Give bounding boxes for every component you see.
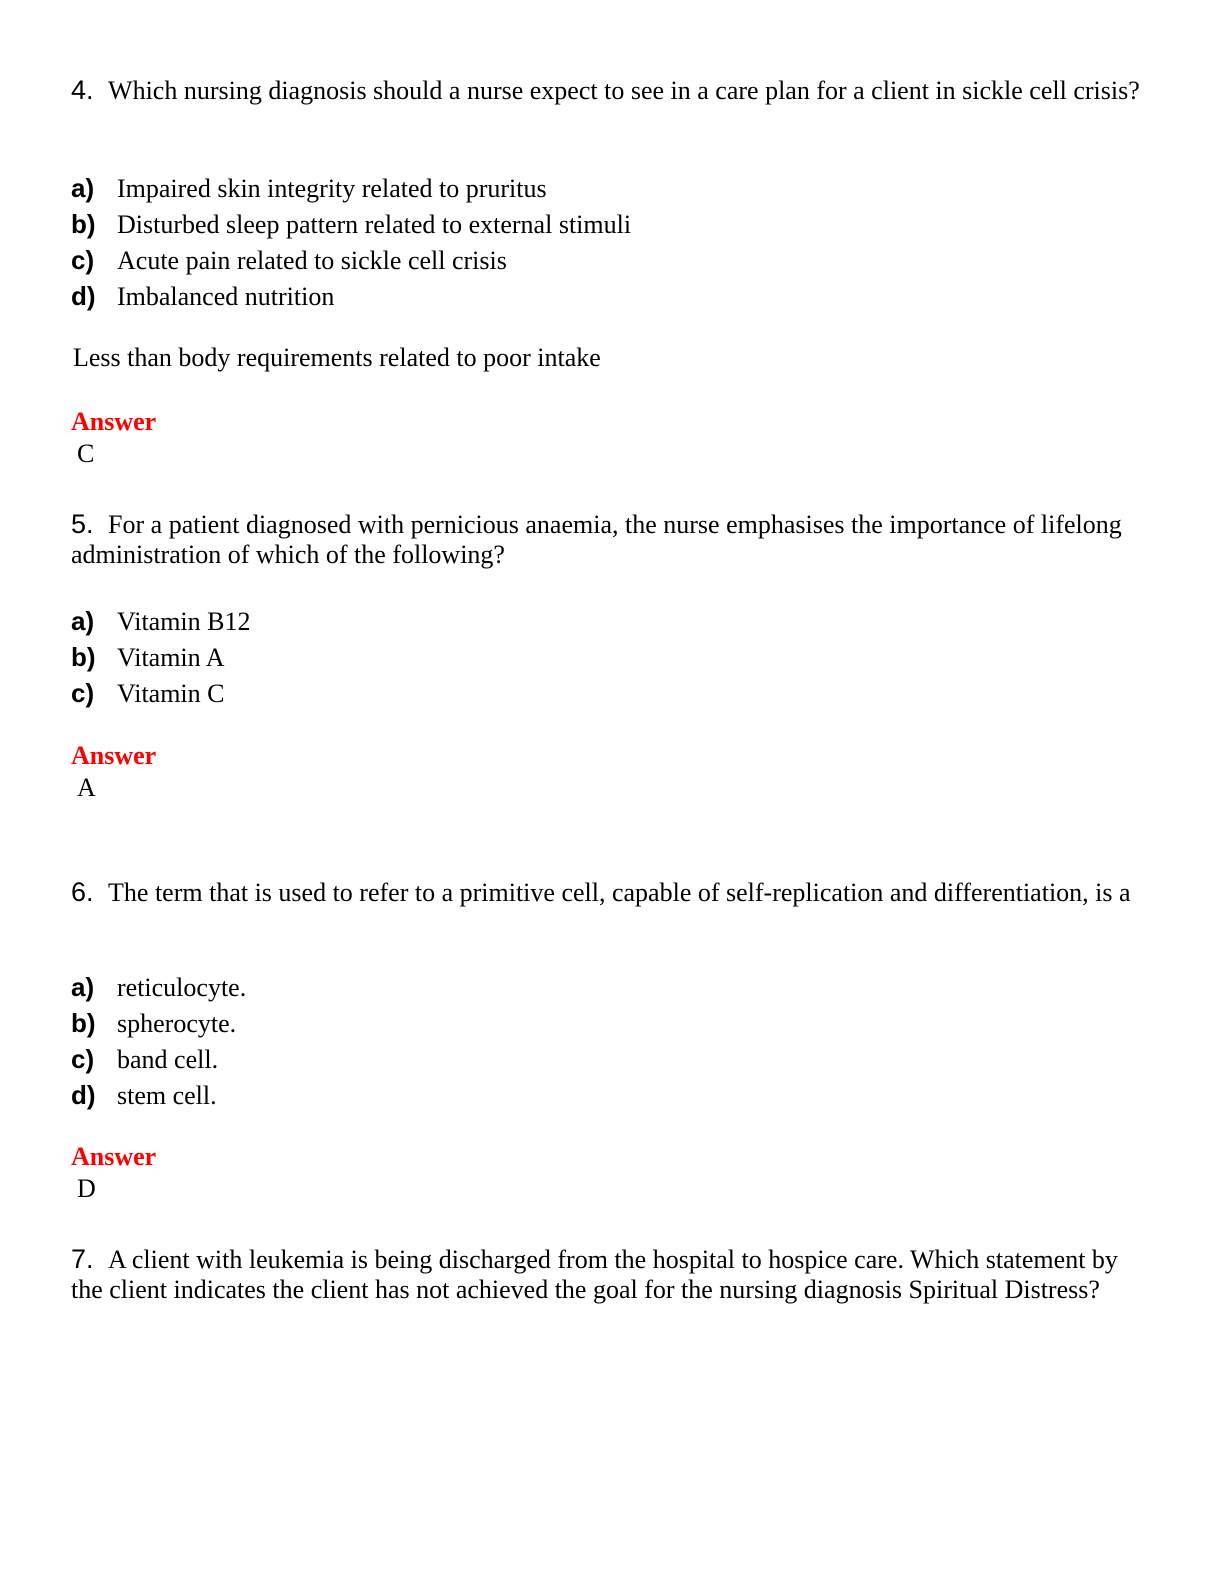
option-letter: b) (71, 1008, 96, 1038)
answer-6 (71, 1142, 1151, 1204)
question-7 (71, 1244, 1151, 1305)
question-number: 6. (71, 877, 94, 907)
option-text: Vitamin A (117, 643, 225, 672)
option-text: Impaired skin integrity related to pruritus (117, 174, 547, 203)
question-text: For a patient diagnosed with pernicious anaemia, the nurse emphasises the importance of lifelong administration of which of the following? (71, 510, 1122, 569)
option-letter: a) (71, 606, 95, 636)
answer-value: A (77, 773, 96, 802)
option-letter: a) (71, 173, 95, 203)
option-letter: c) (71, 678, 95, 708)
question-5 (71, 509, 1151, 570)
option-b (71, 1005, 1151, 1041)
option-b (71, 206, 1151, 242)
question-7-stem (71, 1244, 1151, 1305)
option-text: Acute pain related to sickle cell crisis (117, 246, 507, 275)
answer-label: Answer (71, 741, 157, 770)
question-text: A client with leukemia is being discharged from the hospital to hospice care. Which statement by the client indicates the client has not achieved the goal for the nursing diagnosis Spiritual Distress? (71, 1245, 1118, 1304)
option-a (71, 603, 1151, 639)
question-4-stem (71, 75, 1151, 106)
option-b (71, 639, 1151, 675)
option-c (71, 675, 1151, 711)
question-text: Which nursing diagnosis should a nurse expect to see in a care plan for a client in sickle cell crisis? (108, 76, 1140, 105)
option-text: Disturbed sleep pattern related to external stimuli (117, 210, 632, 239)
question-number: 5. (71, 509, 94, 539)
option-text: spherocyte. (117, 1009, 237, 1038)
question-6-options (71, 969, 1151, 1113)
option-d (71, 1077, 1151, 1113)
question-6-stem (71, 877, 1151, 908)
question-text: The term that is used to refer to a primitive cell, capable of self-replication and differentiation, is a (108, 878, 1131, 907)
option-letter: d) (71, 281, 96, 311)
question-5-stem (71, 509, 1151, 570)
answer-label: Answer (71, 407, 157, 436)
option-letter: c) (71, 1044, 95, 1074)
question-number: 7. (71, 1244, 94, 1274)
answer-value: C (77, 439, 95, 468)
option-c (71, 1041, 1151, 1077)
question-6 (71, 877, 1151, 908)
option-letter: c) (71, 245, 95, 275)
question-number: 4. (71, 75, 94, 105)
option-a (71, 170, 1151, 206)
question-5-options (71, 603, 1151, 711)
option-text: Imbalanced nutrition (117, 282, 335, 311)
question-4-options (71, 170, 1151, 314)
option-text: reticulocyte. (117, 973, 247, 1002)
option-continuation: Less than body requirements related to poor intake (73, 343, 601, 372)
option-letter: a) (71, 972, 95, 1002)
answer-label: Answer (71, 1142, 157, 1171)
option-letter: b) (71, 209, 96, 239)
answer-4 (71, 407, 1151, 469)
option-text: stem cell. (117, 1081, 217, 1110)
option-letter: d) (71, 1080, 96, 1110)
question-4 (71, 75, 1151, 106)
answer-value: D (77, 1174, 96, 1203)
option-text: Vitamin B12 (117, 607, 251, 636)
answer-5 (71, 741, 1151, 803)
option-a (71, 969, 1151, 1005)
option-c (71, 242, 1151, 278)
option-text: band cell. (117, 1045, 219, 1074)
option-letter: b) (71, 642, 96, 672)
option-text: Vitamin C (117, 679, 225, 708)
option-d (71, 278, 1151, 314)
